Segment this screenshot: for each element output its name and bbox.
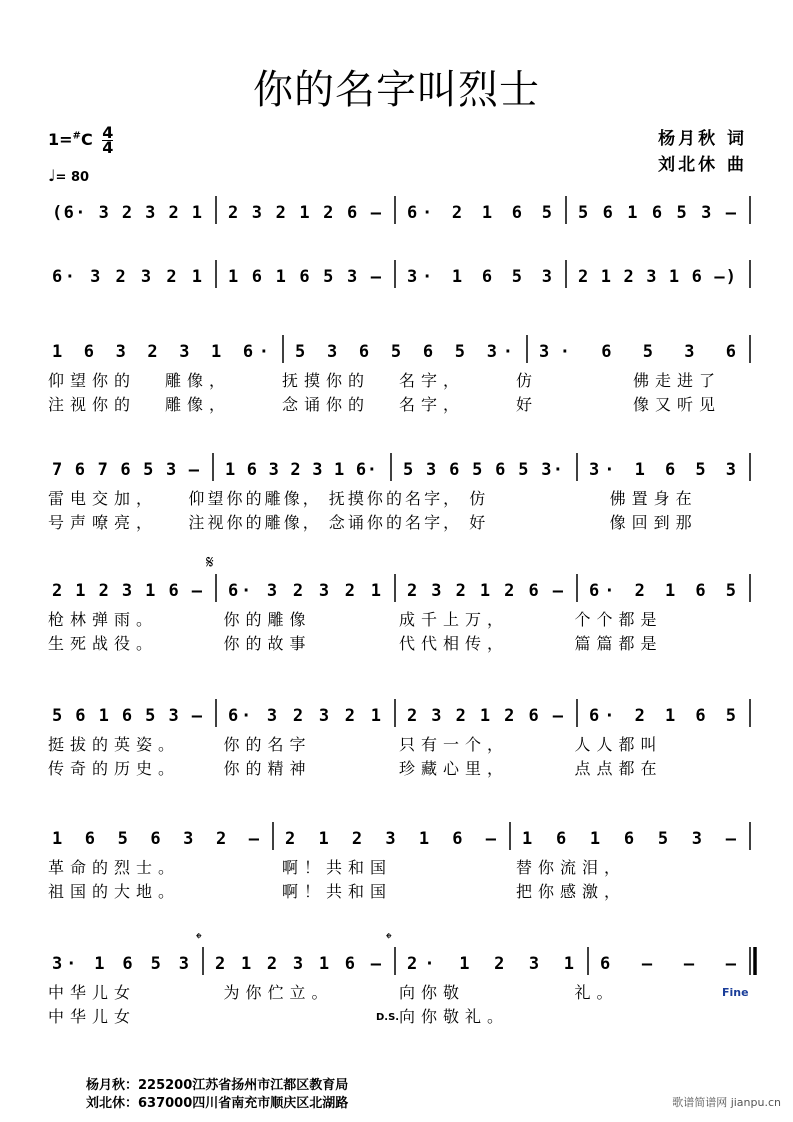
lyric-word: 号声嘹亮，	[48, 513, 152, 532]
lyric-word: 中华儿女	[48, 1007, 130, 1026]
measure-notes: 6· 2 1 6 5	[589, 581, 736, 601]
lyric-word: 仰望你的	[48, 371, 130, 390]
lyric-word: 念诵你的	[282, 395, 364, 414]
measure-notes: 6· 3 2 3 2 1	[228, 581, 381, 601]
measure-notes: 3· 6 5 3 6	[539, 342, 736, 362]
watermark: 歌谱简谱网 jianpu.cn	[672, 1096, 781, 1109]
lyric-word: 雷电交加，	[48, 489, 152, 508]
footer-address-lyricist: 杨月秋：225200江苏省扬州市江都区教育局	[86, 1078, 349, 1093]
measure-notes: 7 6 7 6 5 3 —	[52, 460, 199, 480]
lyric-word: 好	[516, 395, 533, 414]
lyric-word: 仿	[516, 371, 533, 390]
lyric-word: 啊！共和国	[282, 858, 386, 877]
measure-notes: 2 1 2 3 1 6 —	[285, 829, 496, 849]
ds-mark: D.S.	[376, 1012, 400, 1023]
lyric-word: 仿	[469, 489, 486, 508]
lyric-word: 像回到那	[609, 513, 692, 532]
measure-notes: 6· 3 2 3 2 1	[228, 706, 381, 726]
lyric-word: 名字，	[399, 371, 459, 390]
lyric-word: 雕像，	[165, 371, 225, 390]
measure-notes: 2· 1 2 3 1	[407, 954, 574, 974]
composer-credit: 刘北休 曲	[658, 155, 747, 175]
lyric-word: 念诵你的名字，	[328, 513, 460, 532]
lyric-word: 把你感激，	[516, 882, 620, 901]
measure-notes: 1 6 1 6 5 3 —	[522, 829, 736, 849]
lyric-word: 雕像，	[165, 395, 225, 414]
lyric-word: 个个都是	[574, 610, 657, 629]
measure-notes: 5 3 6 5 6 5 3·	[295, 342, 513, 362]
measure-notes: 3· 1 6 5 3	[589, 460, 736, 480]
key-note: C	[80, 130, 93, 149]
lyric-word: 向你敬礼。	[399, 1007, 503, 1026]
lyric-word: 祖国的大地。	[48, 882, 174, 901]
measure-notes: 2 3 2 1 2 6 —	[228, 203, 381, 223]
lyric-word: 你的雕像	[223, 610, 306, 629]
lyric-word: 人人都叫	[574, 735, 657, 754]
lyric-word: 名字，	[399, 395, 459, 414]
measure-notes: 5 6 1 6 5 3 —	[578, 203, 736, 223]
time-top: 4	[102, 123, 114, 142]
lyric-word: 只有一个，	[399, 735, 503, 754]
lyric-word: 点点都在	[574, 759, 657, 778]
coda-icon: 𝄌	[386, 929, 392, 948]
tempo-value: = 80	[55, 170, 90, 185]
lyricist-credit: 杨月秋 词	[658, 129, 747, 149]
measure-notes: 6· 2 1 6 5	[589, 706, 736, 726]
measure-notes: 2 1 2 3 1 6 —	[52, 581, 202, 601]
lyric-word: 珍藏心里，	[399, 759, 503, 778]
measure-notes: (6· 3 2 3 2 1	[52, 203, 202, 223]
measure-notes: 5 3 6 5 6 5 3·	[403, 460, 563, 480]
measure-notes: 1 6 5 6 3 2 —	[52, 829, 259, 849]
fine-mark: Fine	[722, 986, 749, 999]
lyric-word: 你的名字	[223, 735, 306, 754]
measure-notes: 3· 1 6 5 3	[52, 954, 189, 974]
lyric-word: 啊！共和国	[282, 882, 386, 901]
footer-address-composer: 刘北休：637000四川省南充市顺庆区北湖路	[86, 1096, 349, 1111]
song-title: 你的名字叫烈士	[253, 67, 540, 113]
measure-notes: 3· 1 6 5 3	[407, 267, 552, 287]
measure-notes: 6· 2 1 6 5	[407, 203, 552, 223]
lyric-word: 革命的烈士。	[48, 858, 174, 877]
measure-notes: 2 1 2 3 1 6 —	[215, 954, 381, 974]
lyric-word: 佛走进了	[633, 371, 715, 390]
lyric-word: 你的故事	[223, 634, 306, 653]
lyric-word: 抚摸你的	[282, 371, 364, 390]
lyric-word: 成千上万，	[399, 610, 503, 629]
lyric-word: 中华儿女	[48, 983, 130, 1002]
coda-icon: 𝄌	[196, 929, 202, 948]
lyric-word: 仰望你的雕像，	[188, 489, 319, 508]
measure-notes: 1 6 1 6 5 3 —	[228, 267, 381, 287]
measure-notes: 5 6 1 6 5 3 —	[52, 706, 202, 726]
measure-notes: 2 3 2 1 2 6 —	[407, 581, 563, 601]
lyric-word: 注视你的	[48, 395, 130, 414]
lyric-word: 为你伫立。	[223, 983, 328, 1002]
lyric-word: 像又听见	[633, 395, 715, 414]
lyric-word: 挺拔的英姿。	[48, 735, 174, 754]
measure-notes: 2 3 2 1 2 6 —	[407, 706, 563, 726]
lyric-word: 枪林弹雨。	[48, 610, 152, 629]
lyric-word: 好	[469, 513, 486, 532]
lyric-word: 注视你的雕像，	[188, 513, 319, 532]
measure-notes: 6· 3 2 3 2 1	[52, 267, 202, 287]
measure-notes: 6 — — —	[600, 954, 736, 974]
lyric-word: 替你流泪，	[516, 858, 620, 877]
lyric-word: 传奇的历史。	[48, 759, 174, 778]
measure-notes: 1 6 3 2 3 1 6·	[225, 460, 377, 480]
segno-icon: 𝄋	[206, 552, 214, 573]
lyric-word: 抚摸你的名字，	[328, 489, 460, 508]
sharp-sign: #	[72, 130, 81, 142]
lyric-word: 向你敬	[399, 983, 459, 1002]
lyric-word: 你的精神	[223, 759, 306, 778]
measure-notes: 2 1 2 3 1 6 —)	[578, 267, 736, 287]
lyric-word: 礼。	[574, 983, 613, 1002]
measure-notes: 1 6 3 2 3 1 6·	[52, 342, 269, 362]
lyric-word: 代代相传，	[399, 634, 503, 653]
lyric-word: 生死战役。	[48, 634, 152, 653]
lyric-word: 佛置身在	[609, 489, 692, 508]
key-prefix: 1=	[48, 130, 73, 149]
time-bottom: 4	[102, 138, 114, 157]
quarter-note-icon: ♩	[48, 166, 56, 185]
lyric-word: 篇篇都是	[574, 634, 657, 653]
